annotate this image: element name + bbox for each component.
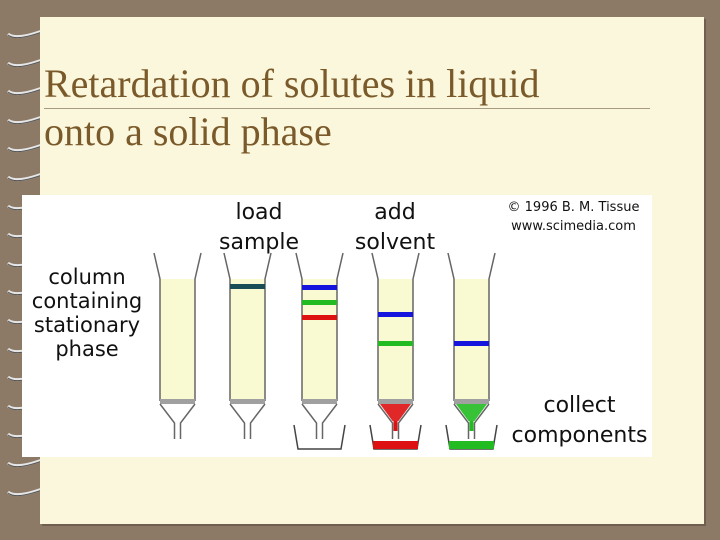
column-frit	[378, 399, 413, 404]
column-tip	[230, 404, 245, 439]
column-tip	[302, 404, 317, 439]
column-wall-right	[265, 253, 271, 401]
copyright-line: © 1996 B. M. Tissue	[507, 200, 640, 215]
title-line-1: Retardation of solutes in liquid	[44, 61, 540, 106]
column-packing	[454, 279, 489, 401]
column-wall-left	[448, 253, 454, 401]
column-tip	[251, 404, 266, 439]
collection-beaker	[294, 425, 345, 449]
column-label-line: phase	[55, 337, 119, 361]
column-wall-left	[372, 253, 378, 401]
column-wall-right	[489, 253, 495, 401]
column-label-line: column	[48, 265, 126, 289]
column-packing	[378, 279, 413, 401]
column-tip	[323, 404, 338, 439]
column-frit	[454, 399, 489, 404]
column-packing	[160, 279, 195, 401]
column-label-line: containing	[31, 289, 143, 313]
collect-label-line: collect	[543, 393, 616, 418]
column-wall-left	[224, 253, 230, 401]
solute-band	[302, 300, 337, 305]
column-frit	[160, 399, 195, 404]
column-tip	[160, 404, 175, 439]
columns-diagram	[22, 195, 652, 457]
collected-fraction	[449, 441, 494, 449]
collect-label-line: components	[511, 423, 648, 448]
eluting-drop	[470, 421, 474, 431]
load-label-line: load	[235, 200, 283, 225]
column-wall-right	[195, 253, 201, 401]
eluting-drop	[394, 421, 398, 431]
load-label-line: sample	[219, 230, 299, 255]
column-packing	[302, 279, 337, 401]
column-wall-right	[413, 253, 419, 401]
column-frit	[230, 399, 265, 404]
column-wall-right	[337, 253, 343, 401]
column-label-line: stationary	[33, 313, 141, 337]
copyright-url: www.scimedia.com	[511, 219, 636, 234]
column-tip	[181, 404, 196, 439]
chromatography-figure	[22, 195, 652, 457]
add-label-line: add	[374, 200, 416, 225]
add-label-line: solvent	[354, 230, 436, 255]
title-line-2: onto a solid phase	[44, 109, 332, 154]
collected-fraction	[373, 441, 418, 449]
column-wall-left	[296, 253, 302, 401]
solute-band	[454, 341, 489, 346]
column-frit	[302, 399, 337, 404]
solute-band	[378, 312, 413, 317]
title-underline	[44, 108, 650, 109]
column-wall-left	[154, 253, 160, 401]
solute-band	[230, 284, 265, 289]
solute-band	[378, 341, 413, 346]
column-packing	[230, 279, 265, 401]
solute-band	[302, 315, 337, 320]
solute-band	[302, 285, 337, 290]
